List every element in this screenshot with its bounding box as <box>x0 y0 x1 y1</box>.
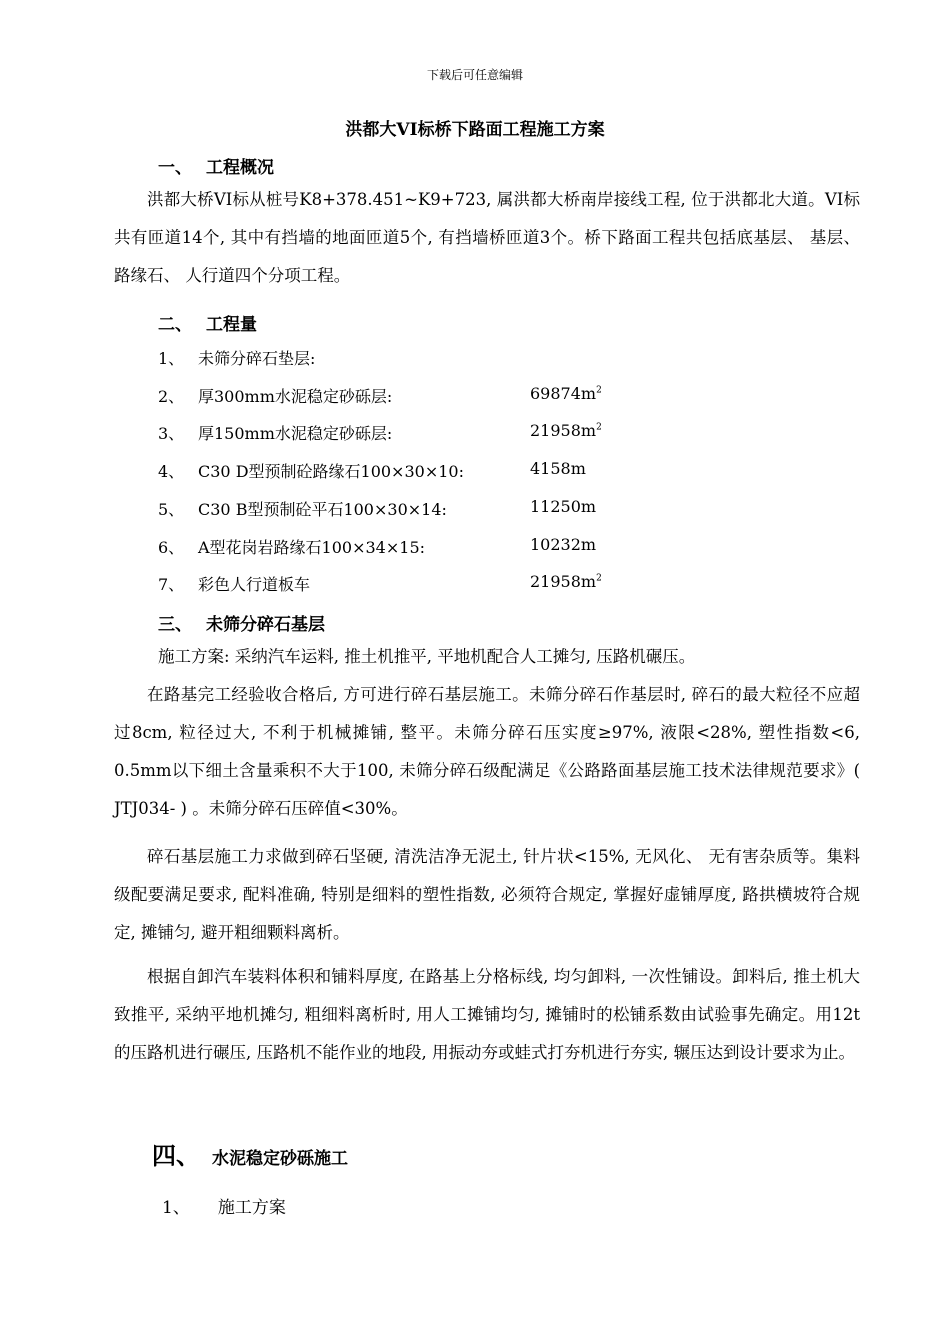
section-number: 四、 <box>152 1141 200 1170</box>
quantity-number: 1、 <box>158 349 185 368</box>
unit-exponent: 2 <box>596 423 602 434</box>
section-number: 一、 <box>158 158 192 178</box>
quantity-number: 6、 <box>158 537 185 557</box>
quantity-item <box>158 535 658 559</box>
section-title: 未筛分碎石基层 <box>206 615 325 635</box>
quantity-description: 厚150mm水泥稳定砂砾层: <box>198 424 393 444</box>
base-paragraph-2: 碎石基层施工力求做到碎石坚硬, 清洗洁净无泥土, 针片状<15%, 无风化、 无有害杂质等。集料级配要满足要求, 配料准确, 特别是细料的塑性指数, 必须符合规定, 掌握好虚铺厚度, 路拱横坡符合规定, 摊铺匀, 避开粗细颗料离析。 <box>114 847 860 942</box>
section-3-heading <box>158 610 325 635</box>
quantity-item <box>158 346 658 370</box>
quantity-description: A型花岗岩路缘石100×34×15: <box>198 537 426 557</box>
quantity-item <box>158 459 658 483</box>
quantity-description: C30 D型预制砼路缘石100×30×10: <box>198 462 464 482</box>
base-paragraph-1: 在路基完工经验收合格后, 方可进行碎石基层施工。未筛分碎石作基层时, 碎石的最大粒径不应超过8cm, 粒径过大, 不利于机械摊铺, 整平。未筛分碎石压实度≥97%, 液限<28%, 塑性指数<6, 0.5mm以下细土含量乘积不大于100, 未筛分碎石级配满足《公路路面基层施工技术法律规范要求》( JTJ034- ) 。未筛分碎石压碎值<30%。 <box>114 685 860 818</box>
quantity-amount: 69874m <box>530 383 597 403</box>
quantity-value <box>530 497 596 516</box>
quantity-description: C30 B型预制砼平石100×30×14: <box>198 499 447 519</box>
base-plan: 施工方案: 采纳汽车运料, 推土机推平, 平地机配合人工摊匀, 压路机碾压。 <box>158 647 696 666</box>
quantity-amount: 21958m <box>530 421 597 441</box>
quantity-description: 彩色人行道板车 <box>198 575 311 595</box>
subsection-title: 施工方案 <box>217 1198 286 1218</box>
quantity-number: 4、 <box>158 462 185 482</box>
subsection-number: 1、 <box>162 1198 190 1218</box>
unit-exponent: 2 <box>596 385 602 396</box>
quantity-number: 2、 <box>158 386 185 406</box>
quantity-amount: 4158m <box>530 459 586 479</box>
quantity-value <box>530 421 602 440</box>
quantity-amount: 11250m <box>530 496 597 516</box>
unit-exponent: 2 <box>596 573 602 584</box>
quantity-item <box>158 384 658 408</box>
section-number: 二、 <box>158 315 192 335</box>
subsection-heading <box>162 1193 286 1218</box>
header-note: 下载后可任意编辑 <box>426 68 523 82</box>
quantity-item <box>158 572 658 596</box>
quantity-number: 5、 <box>158 499 185 519</box>
quantity-value <box>530 535 596 554</box>
section-1-heading <box>158 153 274 178</box>
section-title: 水泥稳定砂砾施工 <box>212 1149 348 1169</box>
quantity-value <box>530 572 602 591</box>
base-paragraph-3: 根据自卸汽车装料体积和铺料厚度, 在路基上分格标线, 均匀卸料, 一次性铺设。卸料后, 推土机大致推平, 采纳平地机摊匀, 粗细料离析时, 用人工摊铺均匀, 摊铺时的松铺系数由试验事先确定。用12t的压路机进行碾压, 压路机不能作业的地段, 用振动夯或蛙式打夯机进行夯实, 辗压达到设计要求为止。 <box>114 967 860 1062</box>
quantity-amount: 21958m <box>530 572 597 592</box>
quantity-item <box>158 497 658 521</box>
section-2-heading <box>158 310 257 335</box>
quantity-number: 7、 <box>158 575 185 595</box>
section-number: 三、 <box>158 615 192 635</box>
quantity-number: 3、 <box>158 424 185 444</box>
page-title: 洪都大VI标桥下路面工程施工方案 <box>345 120 605 140</box>
section-4-heading <box>152 1136 348 1171</box>
quantity-description: 厚300mm水泥稳定砂砾层: <box>198 386 393 406</box>
section-title: 工程量 <box>206 315 257 335</box>
quantity-value <box>530 384 602 403</box>
quantity-value <box>530 459 586 478</box>
section-title: 工程概况 <box>206 158 274 178</box>
quantity-description: 未筛分碎石垫层: <box>198 349 316 368</box>
overview-paragraph: 洪都大桥VI标从桩号K8+378.451~K9+723, 属洪都大桥南岸接线工程, 位于洪都北大道。VI标共有匝道14个, 其中有挡墙的地面匝道5个, 有挡墙桥匝道3个。桥下路面工程共包括底基层、 基层、 路缘石、 人行道四个分项工程。 <box>114 190 860 285</box>
quantity-item <box>158 421 658 445</box>
quantity-amount: 10232m <box>530 534 597 554</box>
